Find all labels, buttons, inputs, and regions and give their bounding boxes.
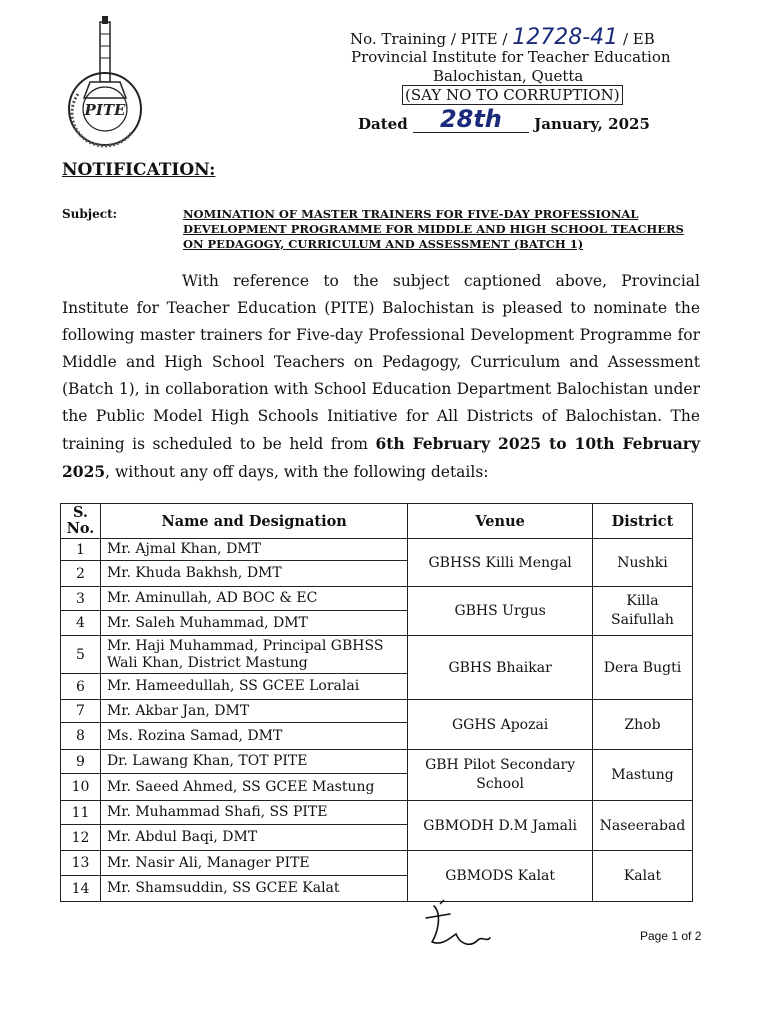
row-venue: GBHSS Killi Mengal — [408, 539, 593, 587]
ref-number: 12728-41 — [512, 25, 619, 50]
table-row — [61, 851, 693, 876]
ref-prefix: No. Training / PITE / — [350, 30, 508, 48]
table-row — [61, 539, 693, 561]
row-sno: 9 — [61, 750, 101, 774]
trainers-table — [60, 503, 693, 902]
dated-label: Dated — [358, 115, 408, 133]
row-sno: 13 — [61, 851, 101, 876]
row-district: Naseerabad — [592, 801, 692, 851]
pite-logo — [60, 14, 150, 149]
dated-day: 28th — [439, 105, 502, 133]
row-district: Zhob — [592, 700, 692, 750]
slogan: (SAY NO TO CORRUPTION) — [402, 85, 623, 105]
row-name: Mr. Haji Muhammad, Principal GBHSS Wali Khan, District Mastung — [100, 636, 407, 674]
row-district: Kalat — [592, 851, 692, 902]
dated-month-year: January, 2025 — [534, 115, 650, 133]
col-sno: S. No. — [61, 504, 101, 539]
row-venue: GBHS Bhaikar — [408, 636, 593, 700]
row-sno: 6 — [61, 674, 101, 700]
row-name: Mr. Khuda Bakhsh, DMT — [100, 561, 407, 587]
row-sno: 5 — [61, 636, 101, 674]
signature — [420, 898, 510, 958]
row-name: Mr. Ajmal Khan, DMT — [100, 539, 407, 561]
row-name: Mr. Aminullah, AD BOC & EC — [100, 587, 407, 611]
dated-line — [358, 105, 650, 135]
col-venue: Venue — [408, 504, 593, 539]
row-name: Mr. Saeed Ahmed, SS GCEE Mastung — [100, 774, 407, 801]
subject-text: NOMINATION OF MASTER TRAINERS FOR FIVE-DAY PROFESSIONAL DEVELOPMENT PROGRAMME FOR MIDDLE AND HIGH SCHOOL TEACHERS ON PEDAGOGY, CURRICULUM AND ASSESSMENT (BATCH 1) — [183, 207, 684, 251]
row-sno: 2 — [61, 561, 101, 587]
row-venue: GBHS Urgus — [408, 587, 593, 636]
row-name: Mr. Abdul Baqi, DMT — [100, 825, 407, 851]
row-sno: 4 — [61, 611, 101, 636]
row-sno: 11 — [61, 801, 101, 825]
page-number: Page 1 of 2 — [640, 929, 702, 943]
table-row — [61, 801, 693, 825]
row-name: Mr. Nasir Ali, Manager PITE — [100, 851, 407, 876]
body-text-2: , without any off days, with the following details: — [105, 463, 489, 481]
row-name: Mr. Hameedullah, SS GCEE Loralai — [100, 674, 407, 700]
row-sno: 8 — [61, 723, 101, 750]
ref-suffix: / EB — [622, 30, 655, 48]
row-venue: GGHS Apozai — [408, 700, 593, 750]
training-dates: 6th February 2025 to 10th February 2025 — [62, 434, 700, 481]
row-district: Nushki — [592, 539, 692, 587]
notification-title: NOTIFICATION: — [62, 160, 216, 180]
table-row — [61, 636, 693, 674]
row-sno: 1 — [61, 539, 101, 561]
logo-text: PITE — [84, 101, 126, 119]
row-district: Killa Saifullah — [592, 587, 692, 636]
table-row — [61, 700, 693, 723]
row-sno: 3 — [61, 587, 101, 611]
subject-label: Subject: — [62, 207, 118, 221]
row-name: Mr. Muhammad Shafi, SS PITE — [100, 801, 407, 825]
institute-name: Provincial Institute for Teacher Education — [351, 48, 671, 66]
institute-location: Balochistan, Quetta — [433, 67, 584, 85]
table-header-row — [61, 504, 693, 539]
row-sno: 10 — [61, 774, 101, 801]
reference-line — [350, 25, 655, 50]
col-name: Name and Designation — [100, 504, 407, 539]
row-venue: GBH Pilot Secondary School — [408, 750, 593, 801]
row-name: Mr. Akbar Jan, DMT — [100, 700, 407, 723]
row-name: Dr. Lawang Khan, TOT PITE — [100, 750, 407, 774]
table-row — [61, 750, 693, 774]
row-name: Mr. Saleh Muhammad, DMT — [100, 611, 407, 636]
notification-body — [62, 268, 700, 486]
row-sno: 12 — [61, 825, 101, 851]
table-row — [61, 587, 693, 611]
row-venue: GBMODH D.M Jamali — [408, 801, 593, 851]
body-text-1: With reference to the subject captioned above, Provincial Institute for Teacher Education (PITE) Balochistan is pleased to nominate the following master trainers for Five-day Professional Development Programme for Middle and High School Teachers on Pedagogy, Curriculum and Assessment (Batch 1), in collaboration with School Education Department Balochistan under the Public Model High Schools Initiative for All Districts of Balochistan. The training is scheduled to be held from — [62, 272, 700, 453]
row-sno: 14 — [61, 876, 101, 902]
row-sno: 7 — [61, 700, 101, 723]
row-district: Mastung — [592, 750, 692, 801]
row-name: Ms. Rozina Samad, DMT — [100, 723, 407, 750]
row-district: Dera Bugti — [592, 636, 692, 700]
row-name: Mr. Shamsuddin, SS GCEE Kalat — [100, 876, 407, 902]
col-district: District — [592, 504, 692, 539]
row-venue: GBMODS Kalat — [408, 851, 593, 902]
